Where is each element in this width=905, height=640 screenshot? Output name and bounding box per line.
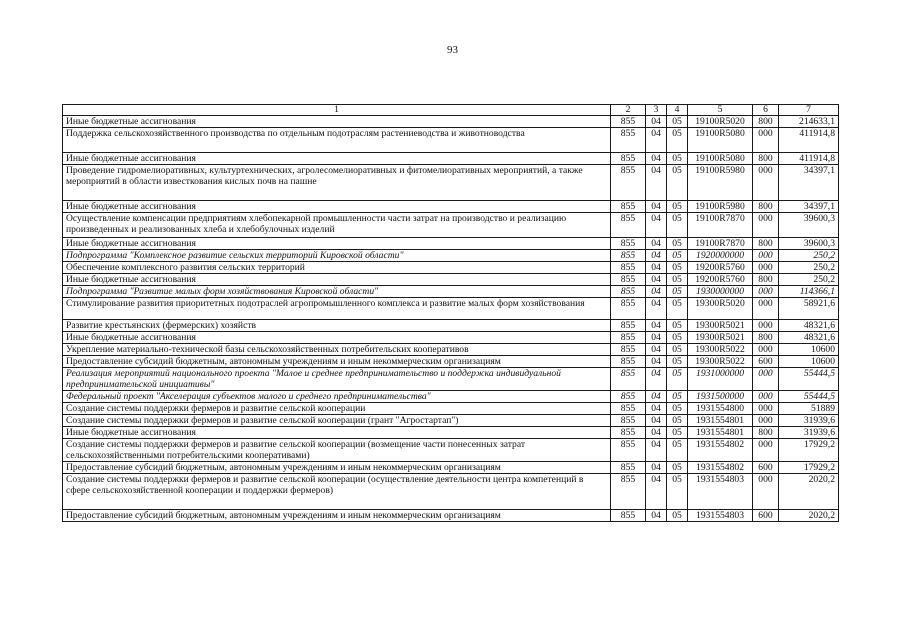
row-description: Предоставление субсидий бюджетным, автономным учреждениям и иным некоммерческим организациям: [63, 356, 611, 368]
row-subsection-code: 05: [667, 116, 688, 128]
row-amount: 10600: [779, 356, 839, 368]
row-subsection-code: 05: [667, 403, 688, 415]
row-subsection-code: 05: [667, 213, 688, 238]
table-row: [63, 510, 839, 522]
row-description: Создание системы поддержки фермеров и развитие сельской кооперации (осуществление деятельности центра компетенций в сфере сельскохозяйственной кооперации и поддержки фермеров): [63, 474, 611, 510]
column-header: 5: [688, 105, 753, 116]
row-target-article-code: 19100R5080: [688, 153, 753, 165]
row-expense-type-code: 000: [753, 165, 779, 201]
row-expense-type-code: 000: [753, 391, 779, 403]
row-chapter-code: 855: [611, 286, 646, 298]
row-amount: 2020,2: [779, 510, 839, 522]
row-description: Иные бюджетные ассигнования: [63, 332, 611, 344]
row-chapter-code: 855: [611, 439, 646, 462]
row-section-code: 04: [646, 274, 667, 286]
column-header: 6: [753, 105, 779, 116]
row-amount: 48321,6: [779, 320, 839, 332]
row-target-article-code: 19100R5980: [688, 201, 753, 213]
table-row: [63, 415, 839, 427]
row-section-code: 04: [646, 332, 667, 344]
table-row: [63, 462, 839, 474]
row-chapter-code: 855: [611, 391, 646, 403]
row-target-article-code: 19100R7870: [688, 213, 753, 238]
row-expense-type-code: 000: [753, 415, 779, 427]
row-section-code: 04: [646, 262, 667, 274]
row-section-code: 04: [646, 462, 667, 474]
row-description: Обеспечение комплексного развития сельских территорий: [63, 262, 611, 274]
row-description: Предоставление субсидий бюджетным, автономным учреждениям и иным некоммерческим организациям: [63, 510, 611, 522]
row-amount: 34397,1: [779, 201, 839, 213]
row-amount: 250,2: [779, 274, 839, 286]
table-row: [63, 128, 839, 153]
row-chapter-code: 855: [611, 153, 646, 165]
row-expense-type-code: 000: [753, 250, 779, 262]
row-chapter-code: 855: [611, 356, 646, 368]
row-target-article-code: 19300R5021: [688, 320, 753, 332]
row-subsection-code: 05: [667, 415, 688, 427]
row-target-article-code: 1931554801: [688, 427, 753, 439]
row-section-code: 04: [646, 201, 667, 213]
row-subsection-code: 05: [667, 165, 688, 201]
row-section-code: 04: [646, 510, 667, 522]
table-row: [63, 116, 839, 128]
row-section-code: 04: [646, 298, 667, 320]
row-amount: 58921,6: [779, 298, 839, 320]
row-amount: 55444,5: [779, 368, 839, 391]
row-chapter-code: 855: [611, 262, 646, 274]
row-description: Предоставление субсидий бюджетным, автономным учреждениям и иным некоммерческим организациям: [63, 462, 611, 474]
row-description: Стимулирование развития приоритетных подотраслей агропромышленного комплекса и развитие малых форм хозяйствования: [63, 298, 611, 320]
row-target-article-code: 19100R5080: [688, 128, 753, 153]
row-section-code: 04: [646, 286, 667, 298]
row-target-article-code: 1931554802: [688, 439, 753, 462]
row-amount: 17929,2: [779, 439, 839, 462]
row-description: Проведение гидромелиоративных, культуртехнических, агролесомелиоративных и фитомелиоративных мероприятий, а также мероприятий в области известкования кислых почв на пашне: [63, 165, 611, 201]
row-description: Иные бюджетные ассигнования: [63, 116, 611, 128]
row-target-article-code: 19300R5021: [688, 332, 753, 344]
row-subsection-code: 05: [667, 128, 688, 153]
row-chapter-code: 855: [611, 250, 646, 262]
row-section-code: 04: [646, 403, 667, 415]
table-row: [63, 439, 839, 462]
row-expense-type-code: 800: [753, 332, 779, 344]
table-row: [63, 262, 839, 274]
row-section-code: 04: [646, 116, 667, 128]
row-chapter-code: 855: [611, 344, 646, 356]
row-amount: 39600,3: [779, 238, 839, 250]
table-row: [63, 286, 839, 298]
table-row: [63, 250, 839, 262]
row-section-code: 04: [646, 474, 667, 510]
row-chapter-code: 855: [611, 298, 646, 320]
row-expense-type-code: 000: [753, 262, 779, 274]
row-section-code: 04: [646, 356, 667, 368]
row-amount: 51889: [779, 403, 839, 415]
row-expense-type-code: 000: [753, 439, 779, 462]
row-amount: 17929,2: [779, 462, 839, 474]
row-subsection-code: 05: [667, 250, 688, 262]
row-expense-type-code: 800: [753, 116, 779, 128]
row-chapter-code: 855: [611, 320, 646, 332]
row-amount: 31939,6: [779, 427, 839, 439]
row-target-article-code: 1931554800: [688, 403, 753, 415]
row-target-article-code: 19100R5980: [688, 165, 753, 201]
row-chapter-code: 855: [611, 238, 646, 250]
row-amount: 48321,6: [779, 332, 839, 344]
row-description: Иные бюджетные ассигнования: [63, 201, 611, 213]
page-number: 93: [447, 44, 458, 56]
row-expense-type-code: 800: [753, 201, 779, 213]
row-description: Создание системы поддержки фермеров и развитие сельской кооперации (грант "Агростартап"): [63, 415, 611, 427]
row-chapter-code: 855: [611, 403, 646, 415]
row-subsection-code: 05: [667, 344, 688, 356]
row-subsection-code: 05: [667, 274, 688, 286]
row-expense-type-code: 800: [753, 153, 779, 165]
column-header: 3: [646, 105, 667, 116]
row-chapter-code: 855: [611, 415, 646, 427]
row-expense-type-code: 800: [753, 274, 779, 286]
row-expense-type-code: 000: [753, 298, 779, 320]
row-subsection-code: 05: [667, 298, 688, 320]
row-section-code: 04: [646, 368, 667, 391]
row-section-code: 04: [646, 153, 667, 165]
row-description: Осуществление компенсации предприятиям хлебопекарной промышленности части затрат на производство и реализацию произведенных и реализованных хлеба и хлебобулочных изделий: [63, 213, 611, 238]
row-target-article-code: 1930000000: [688, 286, 753, 298]
row-amount: 214633,1: [779, 116, 839, 128]
row-chapter-code: 855: [611, 274, 646, 286]
row-description: Федеральный проект "Акселерация субъектов малого и среднего предпринимательства": [63, 391, 611, 403]
row-subsection-code: 05: [667, 510, 688, 522]
table-row: [63, 368, 839, 391]
table-row: [63, 320, 839, 332]
table-row: [63, 238, 839, 250]
row-expense-type-code: 800: [753, 427, 779, 439]
row-amount: 31939,6: [779, 415, 839, 427]
row-description: Иные бюджетные ассигнования: [63, 238, 611, 250]
row-subsection-code: 05: [667, 201, 688, 213]
row-subsection-code: 05: [667, 462, 688, 474]
row-description: Подпрограмма "Комплексное развитие сельских территорий Кировской области": [63, 250, 611, 262]
table-row: [63, 391, 839, 403]
row-description: Подпрограмма "Развитие малых форм хозяйствования Кировской области": [63, 286, 611, 298]
row-amount: 411914,8: [779, 128, 839, 153]
row-target-article-code: 1931500000: [688, 391, 753, 403]
row-target-article-code: 1931554803: [688, 510, 753, 522]
row-expense-type-code: 000: [753, 368, 779, 391]
row-chapter-code: 855: [611, 201, 646, 213]
row-subsection-code: 05: [667, 391, 688, 403]
row-expense-type-code: 800: [753, 238, 779, 250]
row-target-article-code: 1920000000: [688, 250, 753, 262]
row-amount: 411914,8: [779, 153, 839, 165]
row-description: Поддержка сельскохозяйственного производства по отдельным подотраслям растениеводства и животноводства: [63, 128, 611, 153]
row-amount: 2020,2: [779, 474, 839, 510]
row-expense-type-code: 600: [753, 462, 779, 474]
row-expense-type-code: 600: [753, 510, 779, 522]
row-subsection-code: 05: [667, 368, 688, 391]
row-target-article-code: 19100R7870: [688, 238, 753, 250]
row-target-article-code: 1931554803: [688, 474, 753, 510]
table-row: [63, 153, 839, 165]
row-subsection-code: 05: [667, 153, 688, 165]
table-header-row: [63, 105, 839, 116]
table-row: [63, 298, 839, 320]
row-expense-type-code: 000: [753, 286, 779, 298]
table-row: [63, 213, 839, 238]
row-amount: 39600,3: [779, 213, 839, 238]
row-expense-type-code: 000: [753, 403, 779, 415]
row-chapter-code: 855: [611, 116, 646, 128]
row-subsection-code: 05: [667, 474, 688, 510]
row-description: Создание системы поддержки фермеров и развитие сельской кооперации: [63, 403, 611, 415]
row-section-code: 04: [646, 439, 667, 462]
row-expense-type-code: 000: [753, 474, 779, 510]
row-description: Укрепление материально-технической базы сельскохозяйственных потребительских кооперативов: [63, 344, 611, 356]
row-amount: 10600: [779, 344, 839, 356]
row-chapter-code: 855: [611, 368, 646, 391]
budget-table: [62, 104, 839, 522]
row-subsection-code: 05: [667, 356, 688, 368]
row-chapter-code: 855: [611, 332, 646, 344]
row-chapter-code: 855: [611, 165, 646, 201]
row-amount: 250,2: [779, 262, 839, 274]
row-section-code: 04: [646, 427, 667, 439]
row-chapter-code: 855: [611, 510, 646, 522]
column-header: 2: [611, 105, 646, 116]
column-header: 1: [63, 105, 611, 116]
row-expense-type-code: 600: [753, 356, 779, 368]
row-target-article-code: 19200R5760: [688, 274, 753, 286]
table-row: [63, 165, 839, 201]
table-row: [63, 356, 839, 368]
row-subsection-code: 05: [667, 427, 688, 439]
row-section-code: 04: [646, 415, 667, 427]
row-description: Создание системы поддержки фермеров и развитие сельской кооперации (возмещение части понесенных затрат сельскохозяйственными потребительскими кооперативами): [63, 439, 611, 462]
row-amount: 34397,1: [779, 165, 839, 201]
row-chapter-code: 855: [611, 427, 646, 439]
row-chapter-code: 855: [611, 474, 646, 510]
row-subsection-code: 05: [667, 286, 688, 298]
table-row: [63, 427, 839, 439]
table-row: [63, 344, 839, 356]
row-chapter-code: 855: [611, 462, 646, 474]
table-row: [63, 332, 839, 344]
row-target-article-code: 19200R5760: [688, 262, 753, 274]
row-amount: 250,2: [779, 250, 839, 262]
row-amount: 55444,5: [779, 391, 839, 403]
row-target-article-code: 1931554802: [688, 462, 753, 474]
table-row: [63, 201, 839, 213]
row-chapter-code: 855: [611, 213, 646, 238]
table-row: [63, 403, 839, 415]
row-description: Реализация мероприятий национального проекта "Малое и среднее предпринимательство и поддержка индивидуальной предпринимательской инициативы": [63, 368, 611, 391]
row-target-article-code: 19100R5020: [688, 116, 753, 128]
row-section-code: 04: [646, 320, 667, 332]
row-expense-type-code: 000: [753, 128, 779, 153]
row-subsection-code: 05: [667, 439, 688, 462]
row-subsection-code: 05: [667, 320, 688, 332]
row-description: Иные бюджетные ассигнования: [63, 274, 611, 286]
row-description: Иные бюджетные ассигнования: [63, 427, 611, 439]
row-expense-type-code: 000: [753, 344, 779, 356]
row-section-code: 04: [646, 238, 667, 250]
table-row: [63, 274, 839, 286]
row-target-article-code: 1931554801: [688, 415, 753, 427]
row-target-article-code: 19300R5022: [688, 344, 753, 356]
table-row: [63, 474, 839, 510]
row-subsection-code: 05: [667, 332, 688, 344]
row-target-article-code: 19300R5022: [688, 356, 753, 368]
row-expense-type-code: 000: [753, 320, 779, 332]
column-header: 4: [667, 105, 688, 116]
row-section-code: 04: [646, 344, 667, 356]
row-subsection-code: 05: [667, 238, 688, 250]
row-description: Развитие крестьянских (фермерских) хозяйств: [63, 320, 611, 332]
row-description: Иные бюджетные ассигнования: [63, 153, 611, 165]
row-section-code: 04: [646, 391, 667, 403]
row-section-code: 04: [646, 213, 667, 238]
row-expense-type-code: 000: [753, 213, 779, 238]
row-chapter-code: 855: [611, 128, 646, 153]
row-section-code: 04: [646, 128, 667, 153]
column-header: 7: [779, 105, 839, 116]
row-amount: 114366,1: [779, 286, 839, 298]
row-section-code: 04: [646, 165, 667, 201]
row-target-article-code: 1931000000: [688, 368, 753, 391]
row-target-article-code: 19300R5020: [688, 298, 753, 320]
row-section-code: 04: [646, 250, 667, 262]
row-subsection-code: 05: [667, 262, 688, 274]
